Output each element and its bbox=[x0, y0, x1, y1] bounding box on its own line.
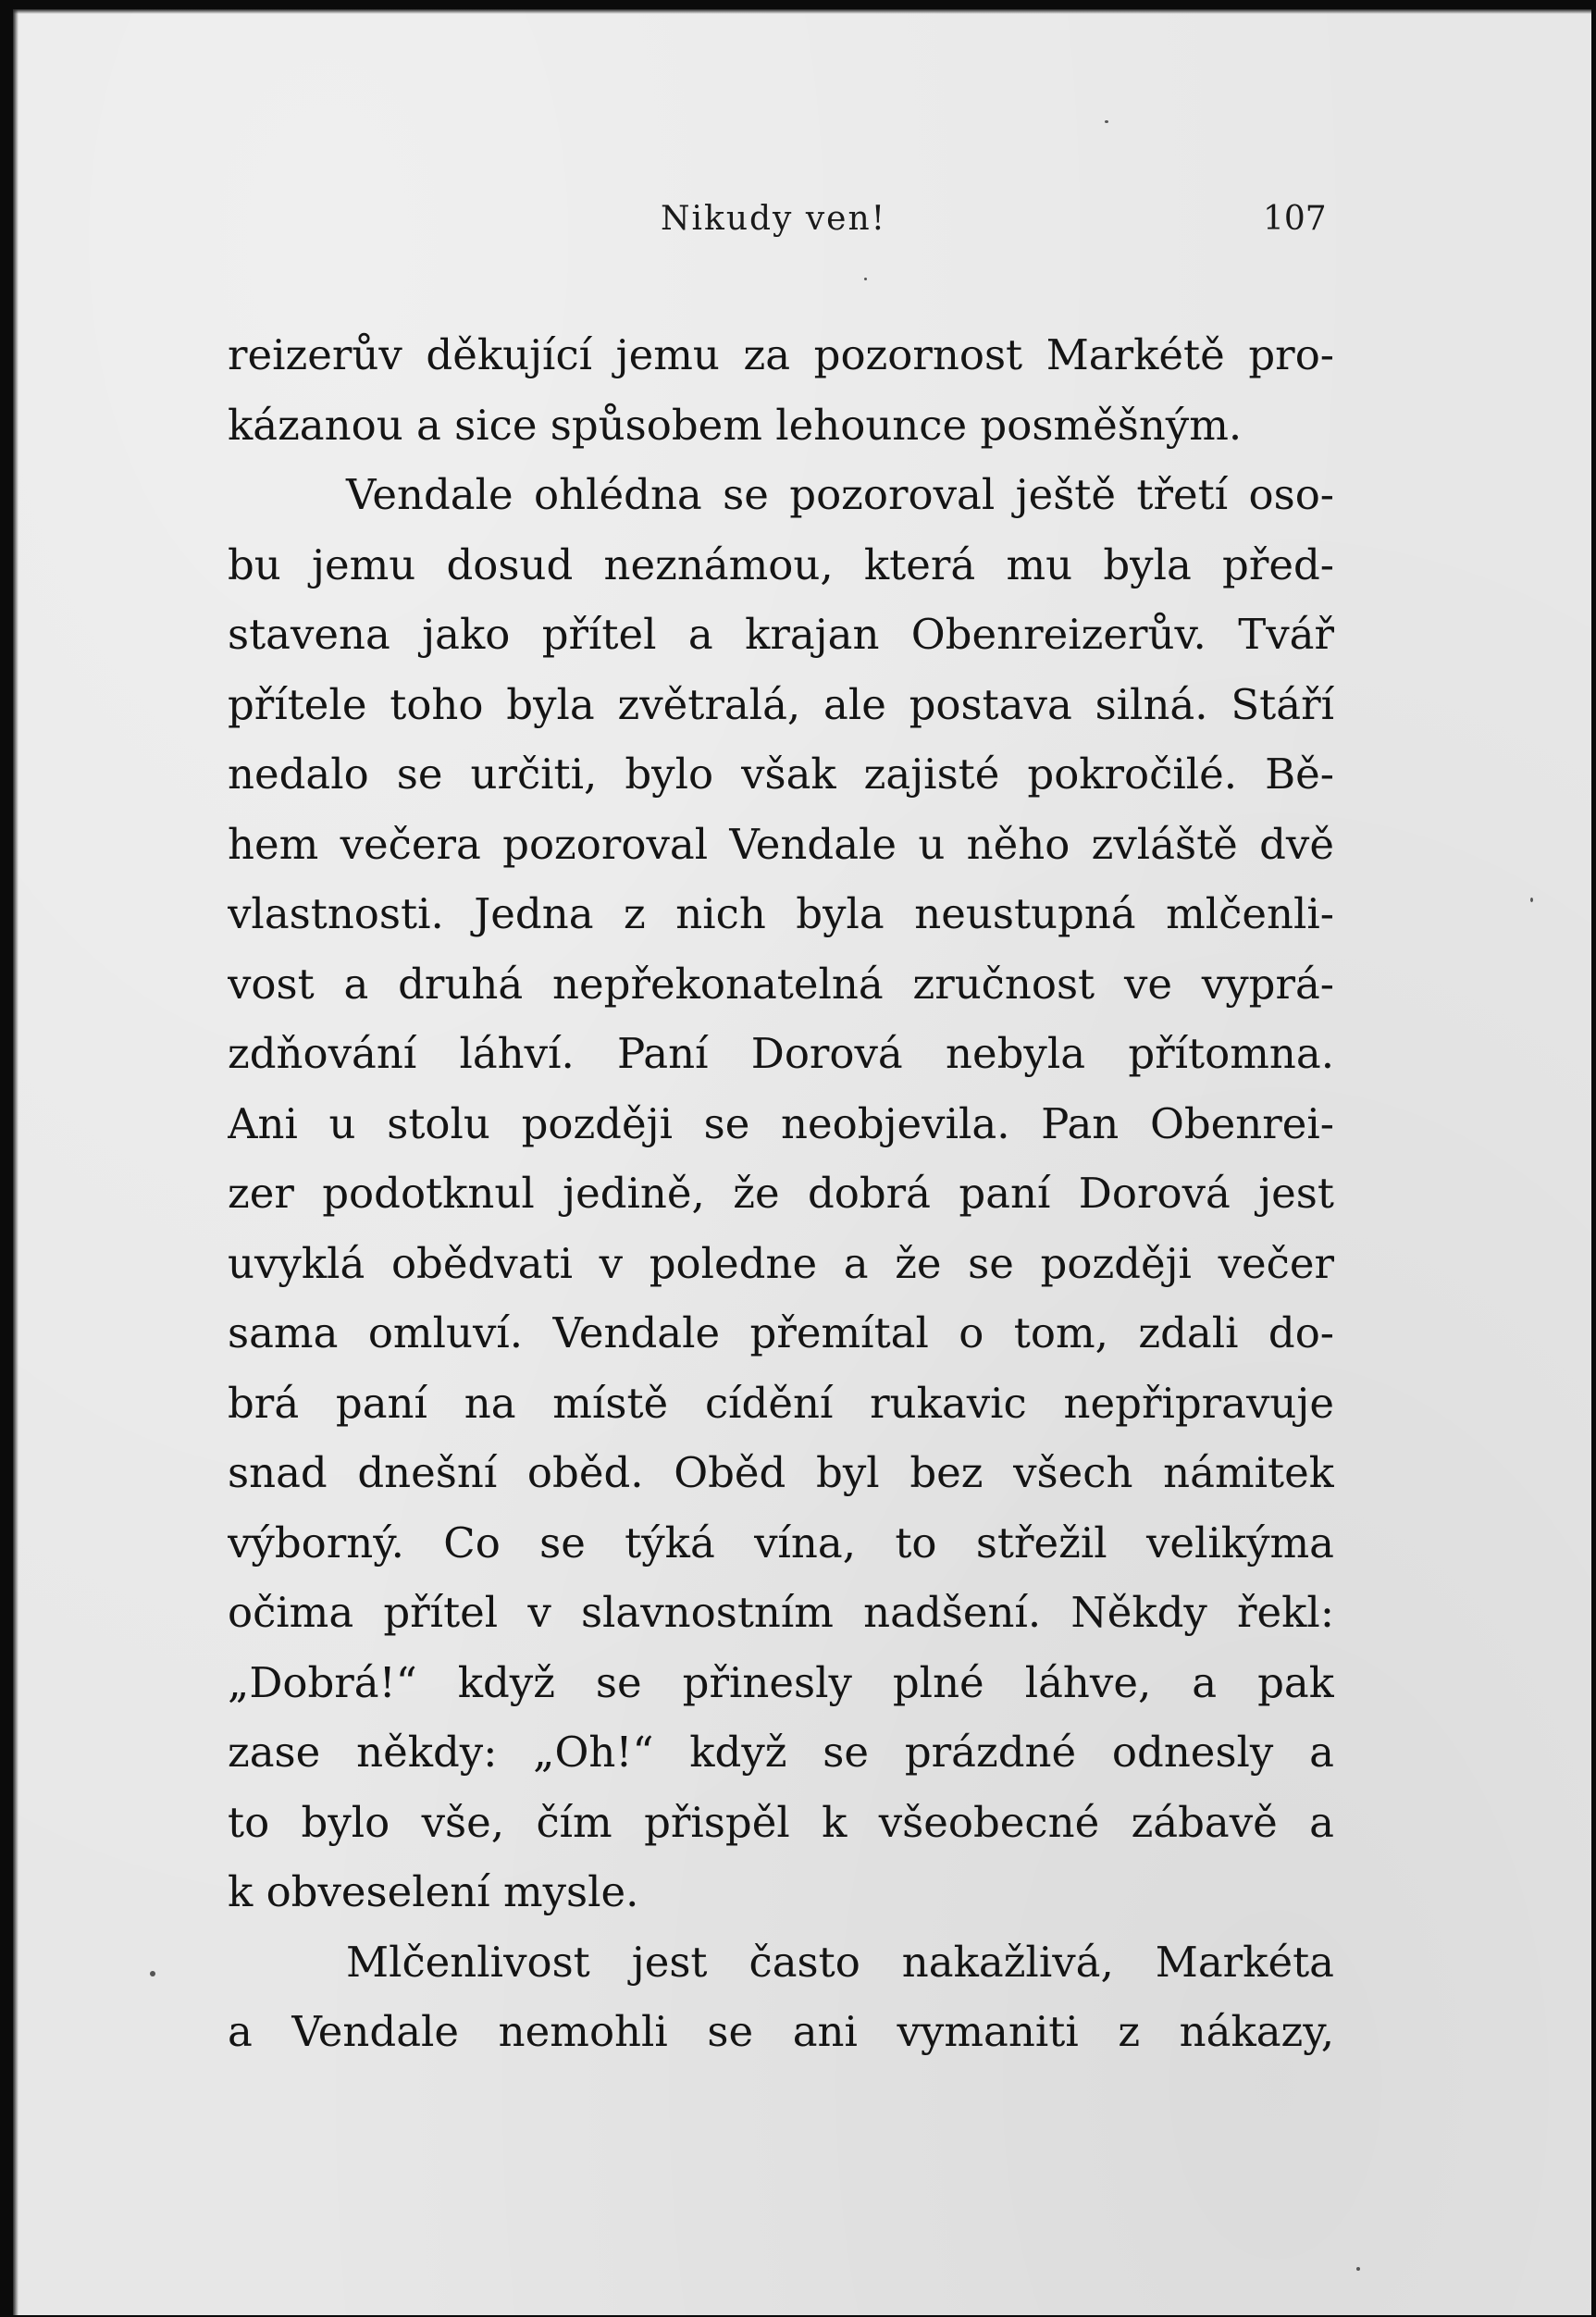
text-line: stavena jako přítel a krajan Obenreizerův. Tvář bbox=[228, 610, 1334, 659]
text-line: uvyklá obědvati v poledne a že se později večer bbox=[228, 1238, 1334, 1288]
paper-speck bbox=[1105, 120, 1108, 123]
book-page bbox=[13, 9, 1591, 2315]
text-line: nedalo se určiti, bylo však zajisté pokročilé. Bě- bbox=[228, 750, 1334, 799]
text-line: „Dobrá!“ když se přinesly plné láhve, a pak bbox=[228, 1657, 1334, 1707]
paper-speck bbox=[864, 278, 867, 280]
paper-speck bbox=[1356, 2267, 1360, 2271]
text-line: a Vendale nemohli se ani vymaniti z nákazy, bbox=[228, 2007, 1334, 2056]
text-line: bu jemu dosud neznámou, která mu byla před- bbox=[228, 539, 1334, 589]
text-line: Mlčenlivost jest často nakažlivá, Markéta bbox=[346, 1937, 1334, 1987]
text-line: vlastnosti. Jedna z nich byla neustupná mlčenli- bbox=[228, 889, 1334, 938]
text-line: přítele toho byla zvětralá, ale postava silná. Stáří bbox=[228, 679, 1334, 729]
text-line: reizerův děkující jemu za pozornost Markétě pro- bbox=[228, 330, 1334, 379]
text-line: brá paní na místě cídění rukavic nepřipravuje bbox=[228, 1378, 1334, 1428]
text-line: zer podotknul jedině, že dobrá paní Dorová jest bbox=[228, 1169, 1334, 1218]
text-line: vost a druhá nepřekonatelná zručnost ve vyprá- bbox=[228, 959, 1334, 1009]
text-line: snad dnešní oběd. Oběd byl bez všech námitek bbox=[228, 1448, 1334, 1497]
text-line: očima přítel v slavnostním nadšení. Někdy řekl: bbox=[228, 1588, 1334, 1637]
body-text bbox=[228, 320, 1334, 2067]
paper-speck bbox=[1530, 898, 1533, 902]
paper-speck bbox=[150, 1971, 155, 1976]
text-line: kázanou a sice spůsobem lehounce posměšným. bbox=[228, 400, 1243, 450]
text-line: to bylo vše, čím přispěl k všeobecné zábavě a bbox=[228, 1797, 1334, 1847]
text-line: sama omluví. Vendale přemítal o tom, zdali do- bbox=[228, 1308, 1334, 1357]
page-number: 107 bbox=[1263, 200, 1327, 238]
page-header bbox=[13, 200, 1591, 246]
page-shadow-top bbox=[13, 9, 1591, 14]
text-line: zdňování láhví. Paní Dorová nebyla přítomna. bbox=[228, 1029, 1334, 1078]
text-line: Ani u stolu později se neobjevila. Pan Obenrei- bbox=[228, 1098, 1334, 1148]
page-shadow-left bbox=[13, 9, 19, 2315]
text-line: Vendale ohlédna se pozoroval ještě třetí oso- bbox=[346, 470, 1334, 519]
running-title: Nikudy ven! bbox=[661, 200, 887, 238]
text-line: k obveselení mysle. bbox=[228, 1867, 639, 1916]
text-line: zase někdy: „Oh!“ když se prázdné odnesly a bbox=[228, 1728, 1334, 1777]
text-line: hem večera pozoroval Vendale u něho zvláště dvě bbox=[228, 819, 1334, 869]
text-line: výborný. Co se týká vína, to střežil velikýma bbox=[228, 1518, 1334, 1567]
